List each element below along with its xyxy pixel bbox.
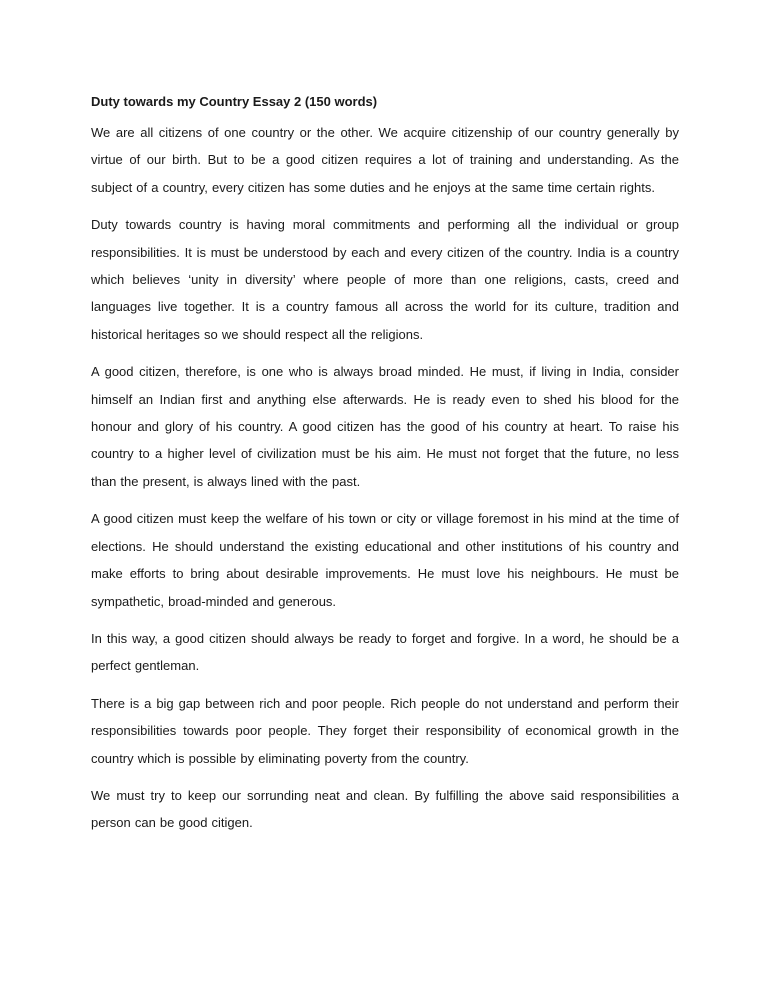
paragraph-2: Duty towards country is having moral commitments and performing all the individual or group responsibilities. It is must be understood by each and every citizen of the country. India is a country which believes ‘unity in diversity’ where people of more than one religions, casts, creed and languages live together. It is a country famous all across the world for its culture, tradition and historical heritages so we should respect all the religions. [91,217,679,342]
paragraph-5: In this way, a good citizen should always be ready to forget and forgive. In a word, he should be a perfect gentleman. [91,630,679,674]
paragraph-7: We must try to keep our sorrunding neat and clean. By fulfilling the above said responsibilities a person can be good citigen. [91,787,679,831]
essay-title: Duty towards my Country Essay 2 (150 words) [91,94,378,109]
paragraph-1: We are all citizens of one country or the other. We acquire citizenship of our country generally by virtue of our birth. But to be a good citizen requires a lot of training and understanding. As the subject of a country, every citizen has some duties and he enjoys at the same time certain rights. [91,125,679,195]
document-body [91,88,679,847]
paragraph-4: A good citizen must keep the welfare of his town or city or village foremost in his mind at the time of elections. He should understand the existing educational and other institutions of his country and make efforts to bring about desirable improvements. He must love his neighbours. He must be sympathetic, broad-minded and generous. [91,511,679,609]
paragraph-3: A good citizen, therefore, is one who is always broad minded. He must, if living in India, consider himself an Indian first and anything else afterwards. He is ready even to shed his blood for the honour and glory of his country. A good citizen has the good of his country at heart. To raise his country to a higher level of civilization must be his aim. He must not forget that the future, no less than the present, is always lined with the past. [91,364,679,489]
paragraph-6: There is a big gap between rich and poor people. Rich people do not understand and perform their responsibilities towards poor people. They forget their responsibility of economical growth in the country which is possible by eliminating poverty from the country. [91,695,679,766]
